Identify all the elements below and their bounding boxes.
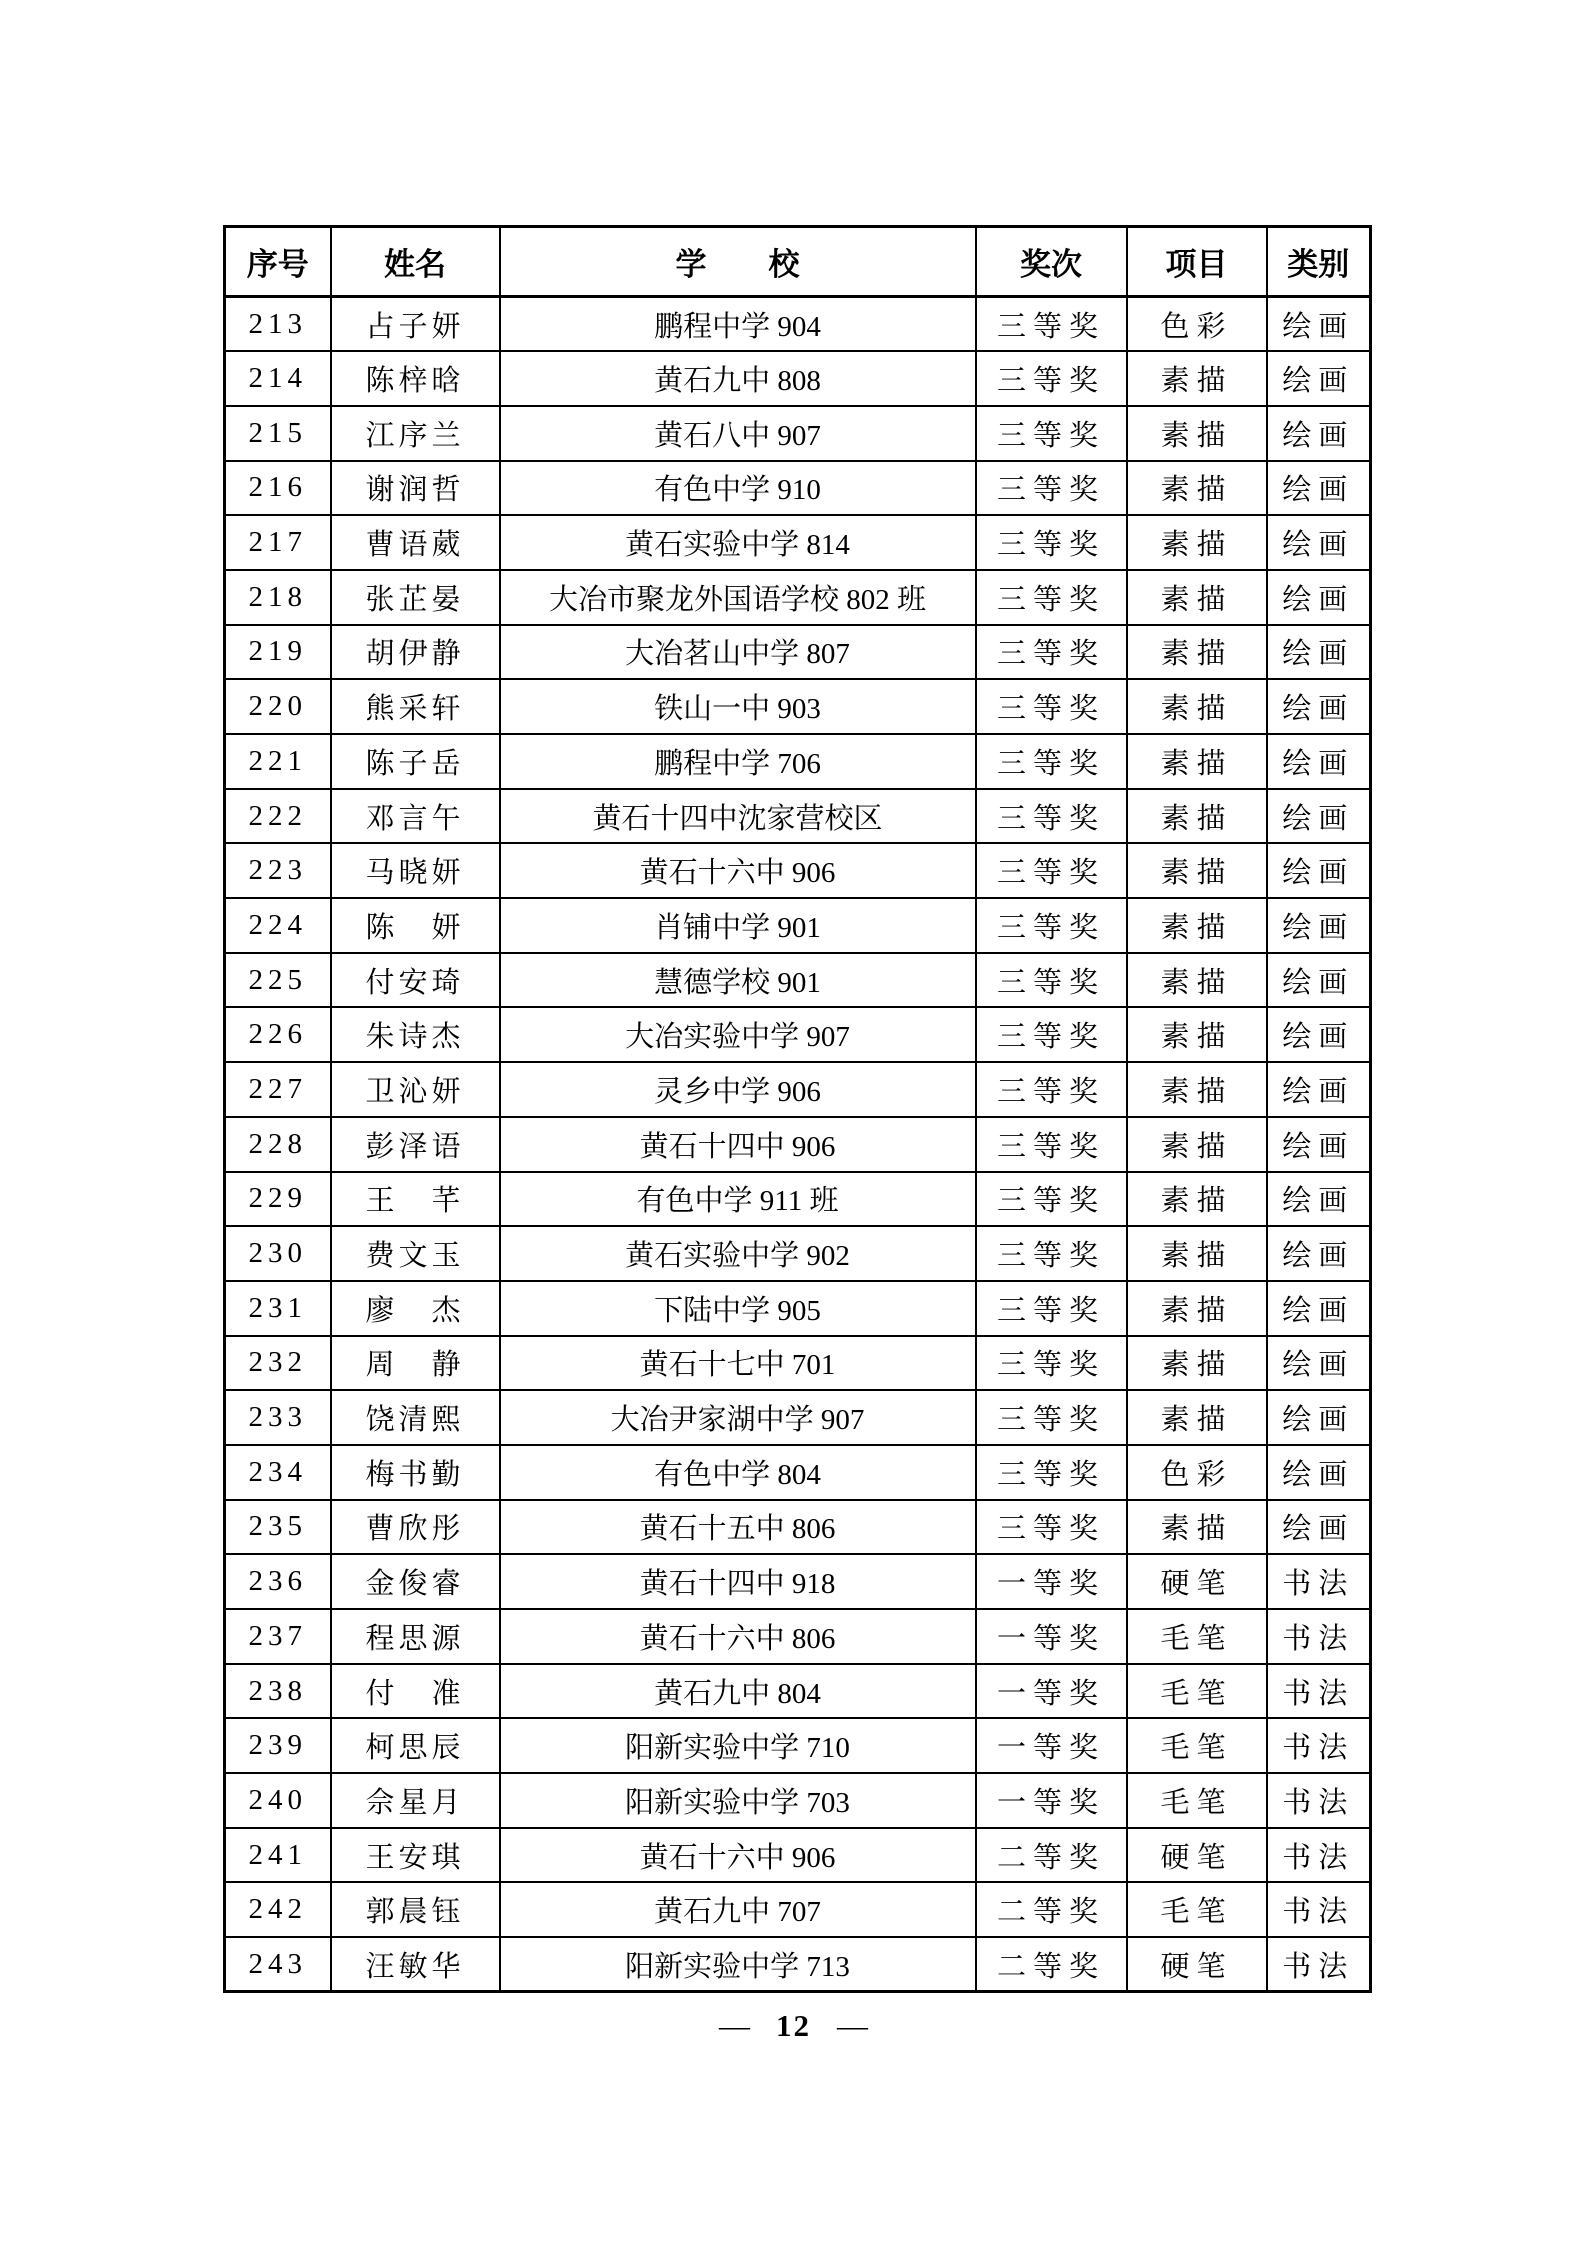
cell-serial-number: 226 [225,1007,331,1062]
header-serial-number: 序号 [225,227,331,297]
cell-award-level: 一等奖 [976,1664,1127,1719]
cell-school: 铁山一中 903 [500,679,976,734]
cell-category: 绘画 [1267,734,1371,789]
footer-dash-right: — [837,2008,868,2043]
cell-project: 毛笔 [1127,1664,1267,1719]
cell-serial-number: 219 [225,625,331,680]
cell-school: 黄石九中 804 [500,1664,976,1719]
cell-project: 素描 [1127,406,1267,461]
cell-project: 素描 [1127,515,1267,570]
cell-serial-number: 232 [225,1336,331,1391]
cell-serial-number: 214 [225,351,331,406]
cell-category: 绘画 [1267,461,1371,516]
table-row [225,625,1371,680]
cell-serial-number: 221 [225,734,331,789]
cell-award-level: 三等奖 [976,679,1127,734]
footer-dash-left: — [719,2008,750,2043]
cell-project: 素描 [1127,953,1267,1008]
table-row [225,1664,1371,1719]
cell-serial-number: 224 [225,898,331,953]
cell-serial-number: 243 [225,1937,331,1992]
cell-category: 绘画 [1267,898,1371,953]
table-row [225,1117,1371,1172]
cell-category: 绘画 [1267,1117,1371,1172]
cell-school: 大冶市聚龙外国语学校 802 班 [500,570,976,625]
cell-award-level: 三等奖 [976,1172,1127,1227]
cell-category: 绘画 [1267,1500,1371,1555]
cell-serial-number: 240 [225,1773,331,1828]
cell-category: 绘画 [1267,1390,1371,1445]
cell-category: 绘画 [1267,789,1371,844]
cell-student-name: 陈 妍 [331,898,500,953]
cell-school: 黄石十四中 906 [500,1117,976,1172]
table-row [225,1445,1371,1500]
cell-project: 色彩 [1127,1445,1267,1500]
cell-student-name: 江序兰 [331,406,500,461]
cell-school: 黄石十七中 701 [500,1336,976,1391]
table-row [225,1828,1371,1883]
cell-student-name: 王 芊 [331,1172,500,1227]
cell-student-name: 王安琪 [331,1828,500,1883]
award-results-table [223,225,1372,1993]
cell-school: 下陆中学 905 [500,1281,976,1336]
cell-serial-number: 217 [225,515,331,570]
table-row [225,1937,1371,1992]
cell-award-level: 三等奖 [976,734,1127,789]
cell-school: 黄石十五中 806 [500,1500,976,1555]
cell-student-name: 郭晨钰 [331,1882,500,1937]
table-row [225,1718,1371,1773]
cell-student-name: 占子妍 [331,297,500,352]
cell-category: 绘画 [1267,1172,1371,1227]
cell-school: 有色中学 911 班 [500,1172,976,1227]
cell-school: 黄石九中 808 [500,351,976,406]
cell-award-level: 二等奖 [976,1937,1127,1992]
cell-student-name: 曹语葳 [331,515,500,570]
table-row [225,406,1371,461]
cell-student-name: 饶清熙 [331,1390,500,1445]
cell-category: 书法 [1267,1773,1371,1828]
cell-project: 素描 [1127,1007,1267,1062]
cell-category: 书法 [1267,1609,1371,1664]
cell-student-name: 邓言午 [331,789,500,844]
cell-school: 鹏程中学 706 [500,734,976,789]
cell-serial-number: 223 [225,843,331,898]
table-row [225,1281,1371,1336]
table-row [225,570,1371,625]
cell-student-name: 付安琦 [331,953,500,1008]
cell-student-name: 程思源 [331,1609,500,1664]
cell-school: 黄石十六中 906 [500,1828,976,1883]
cell-serial-number: 229 [225,1172,331,1227]
cell-category: 绘画 [1267,570,1371,625]
cell-student-name: 汪敏华 [331,1937,500,1992]
table-row [225,1007,1371,1062]
cell-project: 素描 [1127,679,1267,734]
table-row [225,679,1371,734]
cell-project: 素描 [1127,898,1267,953]
cell-category: 绘画 [1267,1336,1371,1391]
cell-school: 黄石十四中沈家营校区 [500,789,976,844]
cell-serial-number: 235 [225,1500,331,1555]
cell-project: 硬笔 [1127,1937,1267,1992]
cell-student-name: 陈子岳 [331,734,500,789]
cell-school: 阳新实验中学 713 [500,1937,976,1992]
cell-student-name: 佘星月 [331,1773,500,1828]
cell-project: 毛笔 [1127,1718,1267,1773]
cell-project: 素描 [1127,1117,1267,1172]
cell-school: 大冶尹家湖中学 907 [500,1390,976,1445]
page-number: 12 [776,2008,811,2043]
cell-school: 鹏程中学 904 [500,297,976,352]
cell-serial-number: 237 [225,1609,331,1664]
table-row [225,734,1371,789]
cell-student-name: 费文玉 [331,1226,500,1281]
cell-student-name: 金俊睿 [331,1554,500,1609]
cell-project: 素描 [1127,570,1267,625]
cell-award-level: 二等奖 [976,1882,1127,1937]
cell-project: 毛笔 [1127,1882,1267,1937]
cell-serial-number: 218 [225,570,331,625]
cell-category: 绘画 [1267,625,1371,680]
cell-category: 书法 [1267,1718,1371,1773]
header-student-name: 姓名 [331,227,500,297]
cell-award-level: 一等奖 [976,1554,1127,1609]
table-header-row [225,227,1371,297]
cell-category: 绘画 [1267,679,1371,734]
cell-project: 素描 [1127,461,1267,516]
cell-school: 阳新实验中学 703 [500,1773,976,1828]
cell-award-level: 三等奖 [976,843,1127,898]
cell-student-name: 卫沁妍 [331,1062,500,1117]
results-table-body [225,297,1371,1992]
cell-award-level: 三等奖 [976,297,1127,352]
header-category: 类别 [1267,227,1371,297]
table-row [225,898,1371,953]
cell-serial-number: 234 [225,1445,331,1500]
table-row [225,953,1371,1008]
cell-award-level: 三等奖 [976,515,1127,570]
cell-school: 黄石实验中学 814 [500,515,976,570]
cell-award-level: 三等奖 [976,1281,1127,1336]
cell-project: 硬笔 [1127,1828,1267,1883]
cell-award-level: 三等奖 [976,570,1127,625]
cell-award-level: 三等奖 [976,1226,1127,1281]
cell-award-level: 二等奖 [976,1828,1127,1883]
cell-school: 肖铺中学 901 [500,898,976,953]
table-row [225,789,1371,844]
cell-project: 素描 [1127,625,1267,680]
cell-serial-number: 230 [225,1226,331,1281]
table-row [225,461,1371,516]
cell-category: 绘画 [1267,843,1371,898]
cell-category: 绘画 [1267,406,1371,461]
cell-award-level: 三等奖 [976,1007,1127,1062]
cell-category: 书法 [1267,1554,1371,1609]
cell-project: 素描 [1127,1281,1267,1336]
cell-project: 素描 [1127,1390,1267,1445]
cell-student-name: 熊采轩 [331,679,500,734]
table-row [225,297,1371,352]
cell-award-level: 三等奖 [976,1390,1127,1445]
cell-student-name: 柯思辰 [331,1718,500,1773]
cell-student-name: 陈梓晗 [331,351,500,406]
cell-category: 书法 [1267,1882,1371,1937]
cell-category: 绘画 [1267,1445,1371,1500]
cell-school: 有色中学 804 [500,1445,976,1500]
cell-category: 绘画 [1267,953,1371,1008]
cell-serial-number: 238 [225,1664,331,1719]
cell-serial-number: 242 [225,1882,331,1937]
cell-school: 阳新实验中学 710 [500,1718,976,1773]
cell-school: 黄石实验中学 902 [500,1226,976,1281]
cell-project: 素描 [1127,1336,1267,1391]
cell-school: 黄石十六中 906 [500,843,976,898]
cell-serial-number: 239 [225,1718,331,1773]
cell-project: 素描 [1127,843,1267,898]
cell-award-level: 三等奖 [976,1117,1127,1172]
cell-serial-number: 215 [225,406,331,461]
cell-category: 绘画 [1267,1062,1371,1117]
cell-award-level: 三等奖 [976,1445,1127,1500]
table-row [225,1773,1371,1828]
cell-serial-number: 241 [225,1828,331,1883]
cell-student-name: 朱诗杰 [331,1007,500,1062]
cell-serial-number: 228 [225,1117,331,1172]
cell-school: 大冶茗山中学 807 [500,625,976,680]
cell-school: 大冶实验中学 907 [500,1007,976,1062]
cell-category: 绘画 [1267,515,1371,570]
cell-award-level: 三等奖 [976,898,1127,953]
table-row [225,1390,1371,1445]
cell-project: 毛笔 [1127,1609,1267,1664]
table-row [225,1554,1371,1609]
cell-serial-number: 220 [225,679,331,734]
cell-award-level: 三等奖 [976,625,1127,680]
page-footer [0,2008,1587,2044]
cell-award-level: 三等奖 [976,789,1127,844]
table-row [225,1336,1371,1391]
cell-category: 绘画 [1267,1007,1371,1062]
header-award-level: 奖次 [976,227,1127,297]
cell-student-name: 曹欣彤 [331,1500,500,1555]
cell-category: 绘画 [1267,351,1371,406]
cell-category: 书法 [1267,1828,1371,1883]
cell-serial-number: 225 [225,953,331,1008]
header-project: 项目 [1127,227,1267,297]
cell-project: 素描 [1127,1062,1267,1117]
cell-award-level: 三等奖 [976,1062,1127,1117]
cell-student-name: 彭泽语 [331,1117,500,1172]
cell-school: 有色中学 910 [500,461,976,516]
cell-student-name: 马晓妍 [331,843,500,898]
cell-project: 色彩 [1127,297,1267,352]
table-row [225,843,1371,898]
cell-serial-number: 227 [225,1062,331,1117]
cell-serial-number: 236 [225,1554,331,1609]
cell-award-level: 三等奖 [976,1336,1127,1391]
cell-award-level: 三等奖 [976,461,1127,516]
cell-category: 绘画 [1267,1281,1371,1336]
table-row [225,1226,1371,1281]
cell-award-level: 一等奖 [976,1609,1127,1664]
cell-category: 绘画 [1267,1226,1371,1281]
cell-project: 硬笔 [1127,1554,1267,1609]
cell-student-name: 廖 杰 [331,1281,500,1336]
cell-category: 绘画 [1267,297,1371,352]
cell-award-level: 三等奖 [976,351,1127,406]
cell-school: 黄石九中 707 [500,1882,976,1937]
cell-project: 素描 [1127,351,1267,406]
cell-project: 素描 [1127,1226,1267,1281]
cell-project: 素描 [1127,1500,1267,1555]
cell-award-level: 一等奖 [976,1773,1127,1828]
cell-student-name: 付 准 [331,1664,500,1719]
cell-student-name: 周 静 [331,1336,500,1391]
cell-school: 黄石十四中 918 [500,1554,976,1609]
table-row [225,351,1371,406]
cell-student-name: 张芷晏 [331,570,500,625]
cell-school: 黄石十六中 806 [500,1609,976,1664]
cell-award-level: 三等奖 [976,406,1127,461]
cell-project: 毛笔 [1127,1773,1267,1828]
cell-serial-number: 222 [225,789,331,844]
cell-serial-number: 231 [225,1281,331,1336]
cell-serial-number: 216 [225,461,331,516]
table-row [225,1882,1371,1937]
cell-category: 书法 [1267,1937,1371,1992]
cell-award-level: 三等奖 [976,1500,1127,1555]
cell-serial-number: 233 [225,1390,331,1445]
header-school: 学 校 [500,227,976,297]
table-header [225,227,1371,297]
table-row [225,1500,1371,1555]
cell-student-name: 胡伊静 [331,625,500,680]
table-row [225,515,1371,570]
cell-school: 灵乡中学 906 [500,1062,976,1117]
cell-project: 素描 [1127,789,1267,844]
table-row [225,1172,1371,1227]
cell-category: 书法 [1267,1664,1371,1719]
cell-student-name: 梅书勤 [331,1445,500,1500]
table-row [225,1062,1371,1117]
table-row [225,1609,1371,1664]
cell-school: 黄石八中 907 [500,406,976,461]
cell-award-level: 三等奖 [976,953,1127,1008]
cell-school: 慧德学校 901 [500,953,976,1008]
cell-student-name: 谢润哲 [331,461,500,516]
cell-project: 素描 [1127,1172,1267,1227]
cell-serial-number: 213 [225,297,331,352]
cell-award-level: 一等奖 [976,1718,1127,1773]
cell-project: 素描 [1127,734,1267,789]
